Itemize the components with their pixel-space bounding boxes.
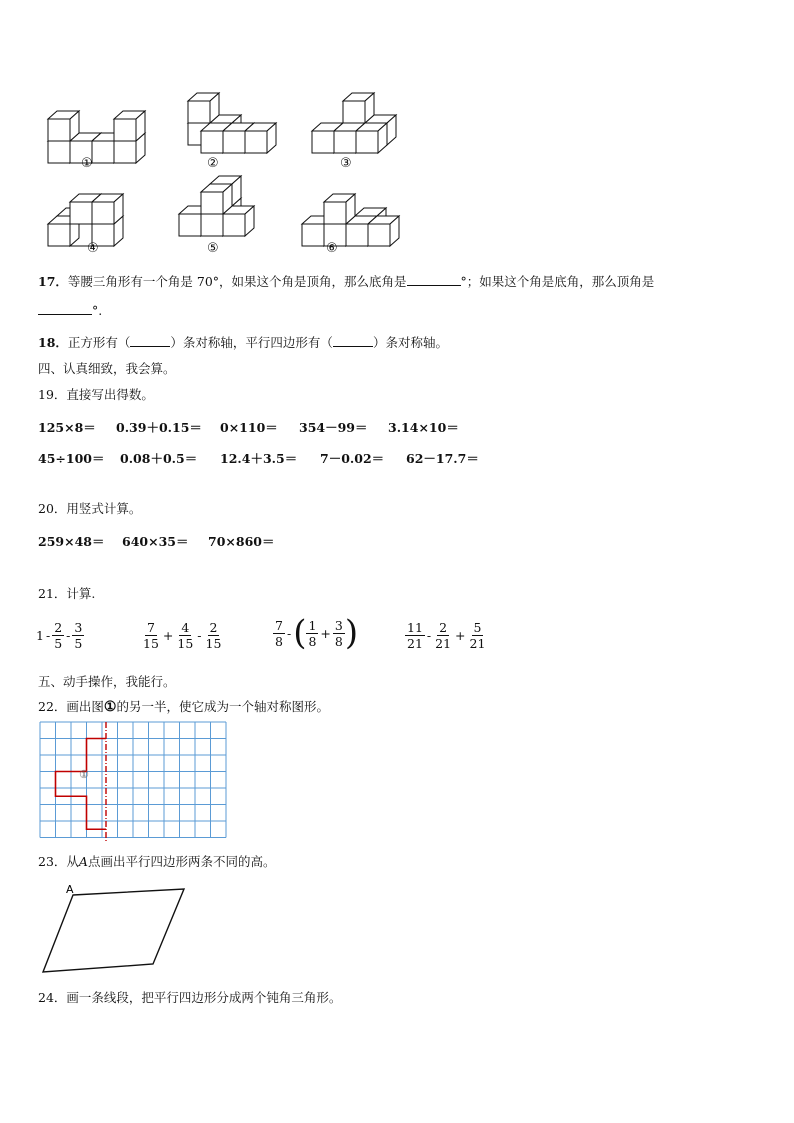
expr-operator: - xyxy=(426,628,432,643)
fraction: $\frac{11}{21}$ xyxy=(407,620,423,651)
symmetry-grid[interactable] xyxy=(40,722,228,840)
fraction-expression-3 xyxy=(273,615,358,651)
question-18-text-c: ）条对称轴。 xyxy=(372,335,448,350)
section-5-heading: 五、动手操作，我能行。 xyxy=(38,674,176,689)
calc-item: 0×110＝ xyxy=(220,420,278,435)
expr-operator: - xyxy=(45,628,51,643)
fraction-expression-2 xyxy=(141,620,223,651)
parallelogram-figure[interactable] xyxy=(40,882,200,982)
cube-caption-5: ⑤ xyxy=(207,241,219,256)
calc-item: 0.39＋0.15＝ xyxy=(116,420,202,435)
left-paren: ( xyxy=(293,613,307,653)
expr-operator: + xyxy=(162,628,174,643)
question-17 xyxy=(38,272,654,290)
question-17-number: 17． xyxy=(38,274,68,289)
fraction: $\frac{2}{21}$ xyxy=(435,620,452,651)
fraction: $\frac{3}{5}$ xyxy=(74,620,83,651)
fraction: $\frac{7}{15}$ xyxy=(143,620,159,651)
expr-operator: - xyxy=(286,625,292,641)
parallelogram xyxy=(43,889,184,972)
grid-lines xyxy=(40,722,226,838)
cube-figure-4 xyxy=(44,178,154,248)
calc-item: 125×8＝ xyxy=(38,420,96,435)
question-22-number: 22．画出图 xyxy=(38,699,104,714)
calc-item: 3.14×10＝ xyxy=(388,420,459,435)
calc-item: 12.4＋3.5＝ xyxy=(220,451,298,466)
question-17-text-a: 等腰三角形有一个角是 70°，如果这个角是顶角，那么底角是 xyxy=(67,274,407,289)
calc-item: 45÷100＝ xyxy=(38,451,105,466)
fraction-expression-1 xyxy=(36,620,84,651)
right-paren: ) xyxy=(344,613,359,653)
circled-one: ① xyxy=(103,699,117,715)
answer-blank-square-axes[interactable] xyxy=(130,334,170,347)
question-23 xyxy=(38,852,275,870)
calc-item: 70×860＝ xyxy=(208,534,275,549)
question-17-text-c: °. xyxy=(92,303,103,318)
question-23-text: 点画出平行四边形两条不同的高。 xyxy=(87,854,276,869)
cube-caption-2: ② xyxy=(207,156,219,171)
fraction: $\frac{4}{15}$ xyxy=(177,620,194,651)
fraction-expression-4 xyxy=(405,620,487,651)
expr-operator: + xyxy=(455,628,466,643)
cube-caption-3: ③ xyxy=(340,156,352,171)
question-19-label: 19．直接写出得数。 xyxy=(38,387,154,402)
answer-blank-vertex-angle[interactable] xyxy=(38,302,92,315)
calc-item: 259×48＝ xyxy=(38,534,105,549)
half-shape xyxy=(56,739,107,830)
question-22 xyxy=(38,697,329,715)
fraction: $\frac{2}{15}$ xyxy=(205,620,222,651)
calc-item: 7－0.02＝ xyxy=(320,451,385,466)
fraction: $\frac{5}{21}$ xyxy=(469,620,486,651)
expr-term: 1 xyxy=(36,628,44,643)
calc-item: 0.08＋0.5＝ xyxy=(120,451,198,466)
calc-item: 354－99＝ xyxy=(299,420,368,435)
fraction: $\frac{1}{8}$ xyxy=(308,617,317,649)
answer-blank-base-angle[interactable] xyxy=(407,273,461,286)
cube xyxy=(343,93,374,123)
question-18-text-a: 正方形有（ xyxy=(67,335,131,350)
calc-item: 62－17.7＝ xyxy=(406,451,479,466)
cube xyxy=(324,194,355,224)
question-17-continued xyxy=(38,302,102,318)
fraction: $\frac{2}{5}$ xyxy=(54,620,63,651)
question-17-text-b: °；如果这个角是底角，那么顶角是 xyxy=(460,274,655,289)
question-24: 24．画一条线段，把平行四边形分成两个钝角三角形。 xyxy=(38,990,342,1005)
expr-operator: + xyxy=(320,625,331,641)
cube xyxy=(92,194,123,224)
expr-operator: - xyxy=(197,628,202,643)
cube xyxy=(245,123,276,153)
cube-figure-2 xyxy=(175,85,285,155)
cube xyxy=(356,123,387,153)
section-4-heading: 四、认真细致，我会算。 xyxy=(38,361,176,376)
fraction: $\frac{3}{8}$ xyxy=(334,617,343,649)
cube xyxy=(368,216,399,246)
cube xyxy=(114,111,145,141)
question-23-number: 23．从 xyxy=(38,854,79,869)
cube-figure-5 xyxy=(175,168,285,238)
question-22-text: 的另一半，使它成为一个轴对称图形。 xyxy=(116,699,329,714)
question-18 xyxy=(38,333,448,351)
point-label: A xyxy=(78,854,88,869)
answer-blank-parallelogram-axes[interactable] xyxy=(333,334,373,347)
question-18-text-b: ）条对称轴，平行四边形有（ xyxy=(170,335,333,350)
cube-caption-4: ④ xyxy=(87,241,99,256)
cube-caption-1: ① xyxy=(81,156,93,171)
cube xyxy=(188,93,219,123)
cube-figure-6 xyxy=(298,178,408,248)
cube-caption-6: ⑥ xyxy=(326,241,338,256)
question-20-label: 20．用竖式计算。 xyxy=(38,501,142,516)
calc-item: 640×35＝ xyxy=(122,534,189,549)
question-18-number: 18． xyxy=(38,335,68,350)
grid-shape-label: ① xyxy=(79,768,89,781)
fraction: $\frac{7}{8}$ xyxy=(275,617,283,649)
expr-operator: - xyxy=(66,628,71,643)
cube-figure-1 xyxy=(44,95,154,165)
cube-figure-3 xyxy=(308,85,418,155)
cube xyxy=(48,111,79,141)
vertex-label: A xyxy=(66,883,74,896)
question-21-label: 21．计算. xyxy=(38,586,96,601)
cube xyxy=(201,184,232,214)
